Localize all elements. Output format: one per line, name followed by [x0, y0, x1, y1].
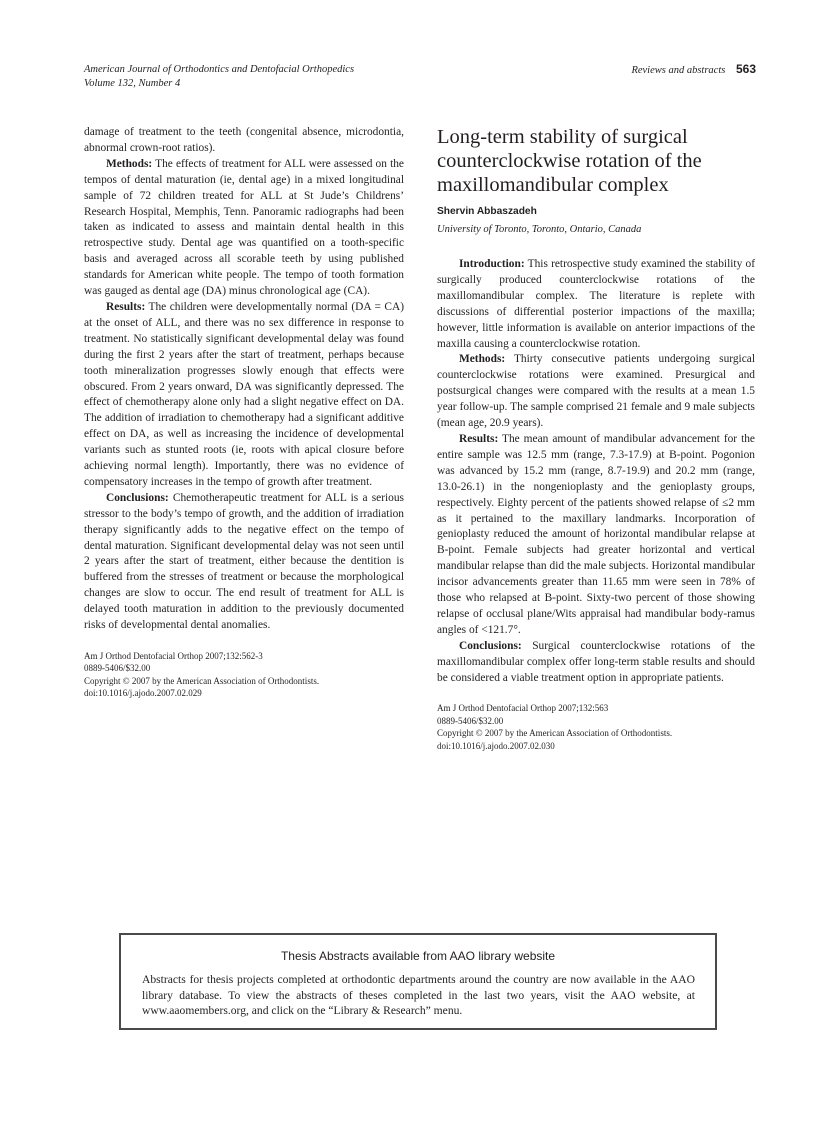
results-text: The children were developmentally normal (DA = CA) at the onset of ALL, and there was no sex difference in response to treatment. No statistically significant developmental delay was found during the first 2 years after the start of treatment, perhaps because tooth mineralization progresses slowly enough that effects were obscured. From 2 years onward, DA was significantly depressed. The effect of chemotherapy alone only had a slight negative effect on DA. The addition of irradiation to chemotherapy had a significant additive effect on DA, as well as increasing the incidence of developmental variants such as stunted roots (ie, roots with apical closure before achieving normal length). Importantly, there was no evidence of compensatory increases in the tempo of growth after treatment. — [84, 300, 404, 488]
journal-name: American Journal of Orthodontics and Dentofacial Orthopedics — [84, 64, 355, 75]
citation-price: 0889-5406/$32.00 — [84, 663, 151, 674]
citation-doi[interactable]: doi:10.1016/j.ajodo.2007.02.029 — [84, 688, 202, 699]
conclusions-label: Conclusions: — [459, 639, 522, 652]
notice-title: Thesis Abstracts available from AAO library website — [280, 949, 556, 963]
running-header — [84, 63, 354, 91]
section-header — [631, 62, 756, 78]
journal-volume: Volume 132, Number 4 — [84, 78, 181, 89]
right-article — [437, 125, 755, 752]
citation-ref: Am J Orthod Dentofacial Orthop 2007;132:562-3 — [84, 651, 263, 661]
conclusions-label: Conclusions: — [106, 491, 169, 504]
methods-label: Methods: — [106, 157, 153, 170]
citation-price: 0889-5406/$32.00 — [437, 715, 504, 726]
notice-body: Abstracts for thesis projects completed at orthodontic departments around the country are now available in the AAO library database. To view the abstracts of theses completed in the last two years, visit the AAO website, at www.aaomembers.org, and click on the “Library & Research” menu. — [142, 973, 695, 1018]
citation-block — [437, 702, 755, 752]
conclusions-text: Surgical counterclockwise rotations of the maxillomandibular complex offer long-term stable results and should be considered a viable treatment option in appropriate patients. — [437, 639, 755, 684]
methods-paragraph — [437, 352, 755, 432]
results-text: The mean amount of mandibular advancement for the entire sample was 12.5 mm (range, 7.3-17.9) at B-point. Pogonion was advanced by 15.2 mm (range, 8.7-19.9) and 20.2 mm (range, 13.0-26.1) in the nongenioplasty and the genioplasty groups, respectively. Eighty percent of the patients showed relapse of ≤2 mm as it pertained to the maxillary landmarks. Incorporation of genioplasty reduced the amount of horizontal mandibular relapse at B-point. Female subjects had greater horizontal and vertical mandibular relapse than did the male subjects. Horizontal mandibular incisor advancements greater than 11.65 mm were seen in 78% of those who relapsed at B-point. Sixty-two percent of those showing relapse of occlusal plane/Wits appraisal had mandibular body-ramus angles of <121.7°. — [437, 432, 755, 636]
citation-block — [84, 650, 404, 700]
section-name: Reviews and abstracts — [631, 65, 726, 76]
introduction-text: This retrospective study examined the stability of surgically produced counterclockwise rotations of the maxillomandibular complex. The literature is replete with discussions of differential posterior impactions of the maxilla; however, little information is available on anterior impactions of the maxilla causing a counterclockwise rotation. — [437, 258, 755, 350]
results-paragraph — [84, 300, 404, 491]
results-label: Results: — [106, 300, 146, 313]
methods-text: Thirty consecutive patients undergoing surgical counterclockwise rotations were examined. Presurgical and postsurgical changes were compared with the results at a mean 1.5 year follow-up. The sample comprised 21 female and 9 male subjects (mean age, 20.9 years). — [437, 353, 755, 430]
citation-copyright: Copyright © 2007 by the American Association of Orthodontists. — [84, 675, 320, 686]
left-article — [84, 125, 404, 700]
methods-text: The effects of treatment for ALL were assessed on the tempos of dental maturation (ie, dental age) in a mixed longitudinal sample of 72 children treated for ALL at St Jude’s Childrens’ Research Hospital, Memphis, Tenn. Panoramic radiographs had been taken as indicated to assess and maintain dental health in this retrospective study. Dental age was quantified on a tooth-specific basis and averaged across all scorable teeth by using published standards for American white people. The tempo of tooth formation was gauged as dental age (DA) minus chronological age (CA). — [84, 157, 404, 298]
results-paragraph — [437, 432, 755, 639]
thesis-notice-box — [119, 933, 717, 1030]
page-number: 563 — [735, 62, 756, 76]
continuation-text: damage of treatment to the teeth (congenital absence, microdontia, abnormal crown-root ratios). — [84, 126, 404, 154]
conclusions-paragraph — [437, 639, 755, 687]
citation-doi[interactable]: doi:10.1016/j.ajodo.2007.02.030 — [437, 740, 555, 751]
methods-paragraph — [84, 157, 404, 300]
citation-copyright: Copyright © 2007 by the American Association of Orthodontists. — [437, 728, 673, 739]
methods-label: Methods: — [459, 353, 506, 366]
introduction-label: Introduction: — [459, 258, 525, 270]
introduction-paragraph — [437, 257, 755, 352]
conclusions-text: Chemotherapeutic treatment for ALL is a serious stressor to the body’s tempo of growth, and the addition of irradiation therapy significantly adds to the negative effect on the tempo of dental maturation. Significant developmental delay was not seen until 2 years after the start of treatment, either because the dentition is buffered from the stresses of treatment or because the morphological changes are slow to occur. The end result of treatment for ALL is delayed tooth maturation in addition to the previously documented risks of developmental dental anomalies. — [84, 491, 404, 632]
author-affiliation: University of Toronto, Toronto, Ontario, Canada — [437, 224, 642, 235]
article-author: Shervin Abbaszadeh — [437, 206, 537, 217]
results-label: Results: — [459, 432, 499, 445]
citation-ref: Am J Orthod Dentofacial Orthop 2007;132:563 — [437, 703, 609, 714]
conclusions-paragraph — [84, 491, 404, 634]
article-title: Long-term stability of surgical counterclockwise rotation of the maxillomandibular complex — [437, 126, 702, 196]
